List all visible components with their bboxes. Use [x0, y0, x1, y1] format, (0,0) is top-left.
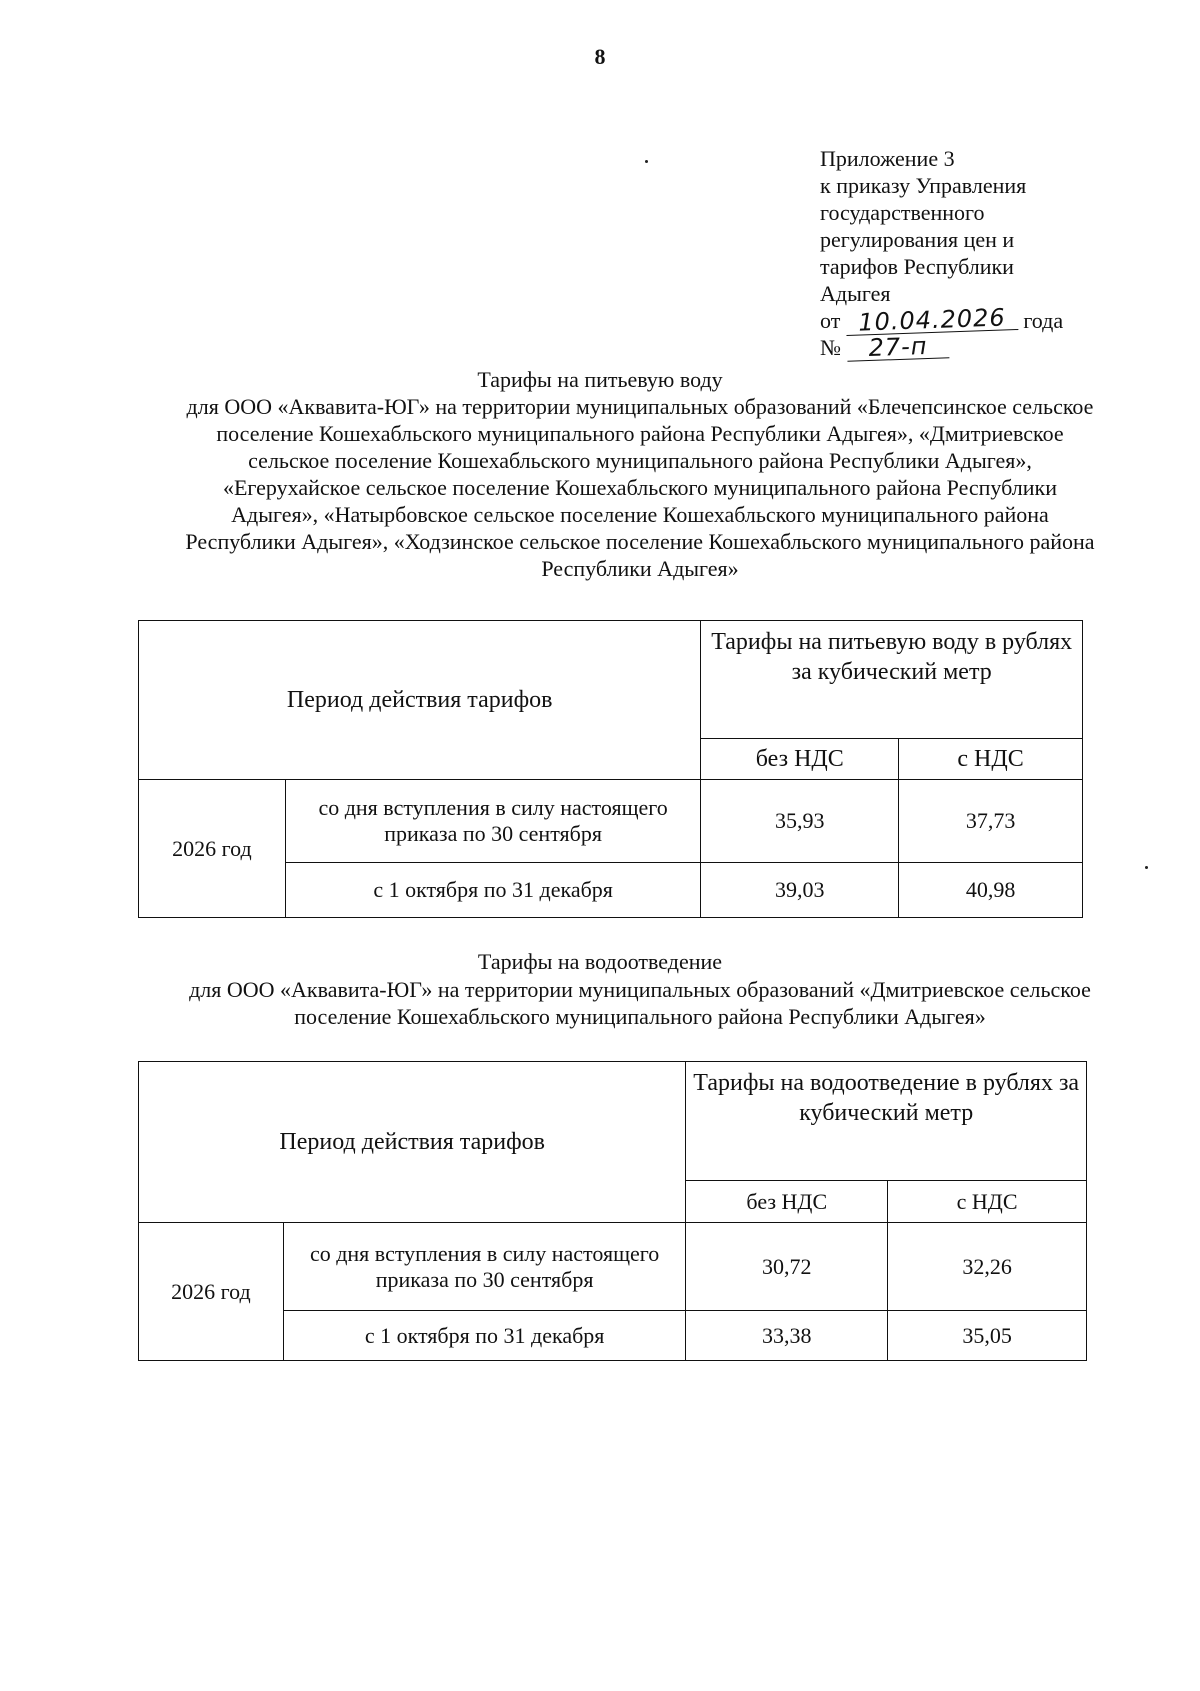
annex-line: регулирования цен и	[820, 227, 1015, 252]
handwritten-date: 10.04.2026	[845, 305, 1018, 336]
col-vat: с НДС	[888, 1181, 1087, 1223]
tariff-header: Тарифы на водоотведение в рублях за кубический метр	[686, 1062, 1087, 1181]
annex-line: Приложение 3	[820, 146, 955, 171]
handwritten-number: 27-п	[846, 333, 949, 362]
date-prefix: от	[820, 308, 841, 333]
value-vat: 37,73	[899, 780, 1083, 863]
value-vat: 35,05	[888, 1311, 1087, 1361]
year-cell: 2026 год	[139, 1223, 284, 1361]
annex-number-line	[820, 331, 1120, 363]
water-tariff-title: Тарифы на питьевую воду	[477, 367, 723, 392]
tariff-header: Тарифы на питьевую воду в рублях за кубический метр	[701, 621, 1083, 739]
period-cell: с 1 октября по 31 декабря	[283, 1311, 686, 1361]
period-header: Период действия тарифов	[139, 1062, 686, 1223]
value-no-vat: 39,03	[701, 863, 899, 918]
value-vat: 32,26	[888, 1223, 1087, 1311]
water-tariff-table	[138, 620, 1083, 918]
period-header: Период действия тарифов	[139, 621, 701, 780]
scan-dot	[645, 160, 648, 163]
col-no-vat: без НДС	[701, 739, 899, 780]
annex-line: к приказу Управления	[820, 173, 1027, 198]
period-cell: со дня вступления в силу настоящего приказа по 30 сентября	[285, 780, 701, 863]
value-vat: 40,98	[899, 863, 1083, 918]
annex-block	[820, 145, 1120, 361]
col-no-vat: без НДС	[686, 1181, 888, 1223]
scan-dot	[1145, 866, 1148, 869]
sewage-tariff-subtitle: для ООО «Аквавита-ЮГ» на территории муниципальных образований «Дмитриевское сельское поселение Кошехабльского муниципального района Республики Адыгея»	[189, 977, 1091, 1029]
value-no-vat: 35,93	[701, 780, 899, 863]
sewage-tariff-table	[138, 1061, 1087, 1361]
date-suffix: года	[1023, 308, 1064, 333]
page-number: 8	[594, 44, 606, 69]
sewage-tariff-title: Тарифы на водоотведение	[477, 949, 723, 974]
water-tariff-subtitle: для ООО «Аквавита-ЮГ» на территории муниципальных образований «Блечепсинское сельское поселение Кошехабльского муниципального района Республики Адыгея», «Дмитриевское сельское поселение Кошехабльского муниципального района Республики Адыгея», «Егерухайское сельское поселение Кошехабльского муниципального района Республики Адыгея», «Натырбовское сельское поселение Кошехабльского муниципального района Республики Адыгея», «Ходзинское сельское поселение Кошехабльского муниципального района Республики Адыгея»	[185, 394, 1095, 581]
annex-line: государственного	[820, 200, 985, 225]
value-no-vat: 33,38	[686, 1311, 888, 1361]
annex-line: Адыгея	[820, 281, 891, 306]
annex-line: тарифов Республики	[820, 254, 1014, 279]
period-cell: со дня вступления в силу настоящего приказа по 30 сентября	[283, 1223, 686, 1311]
number-prefix: №	[820, 335, 841, 360]
col-vat: с НДС	[899, 739, 1083, 780]
annex-date-line	[820, 303, 1120, 337]
period-cell: с 1 октября по 31 декабря	[285, 863, 701, 918]
year-cell: 2026 год	[139, 780, 286, 918]
value-no-vat: 30,72	[686, 1223, 888, 1311]
